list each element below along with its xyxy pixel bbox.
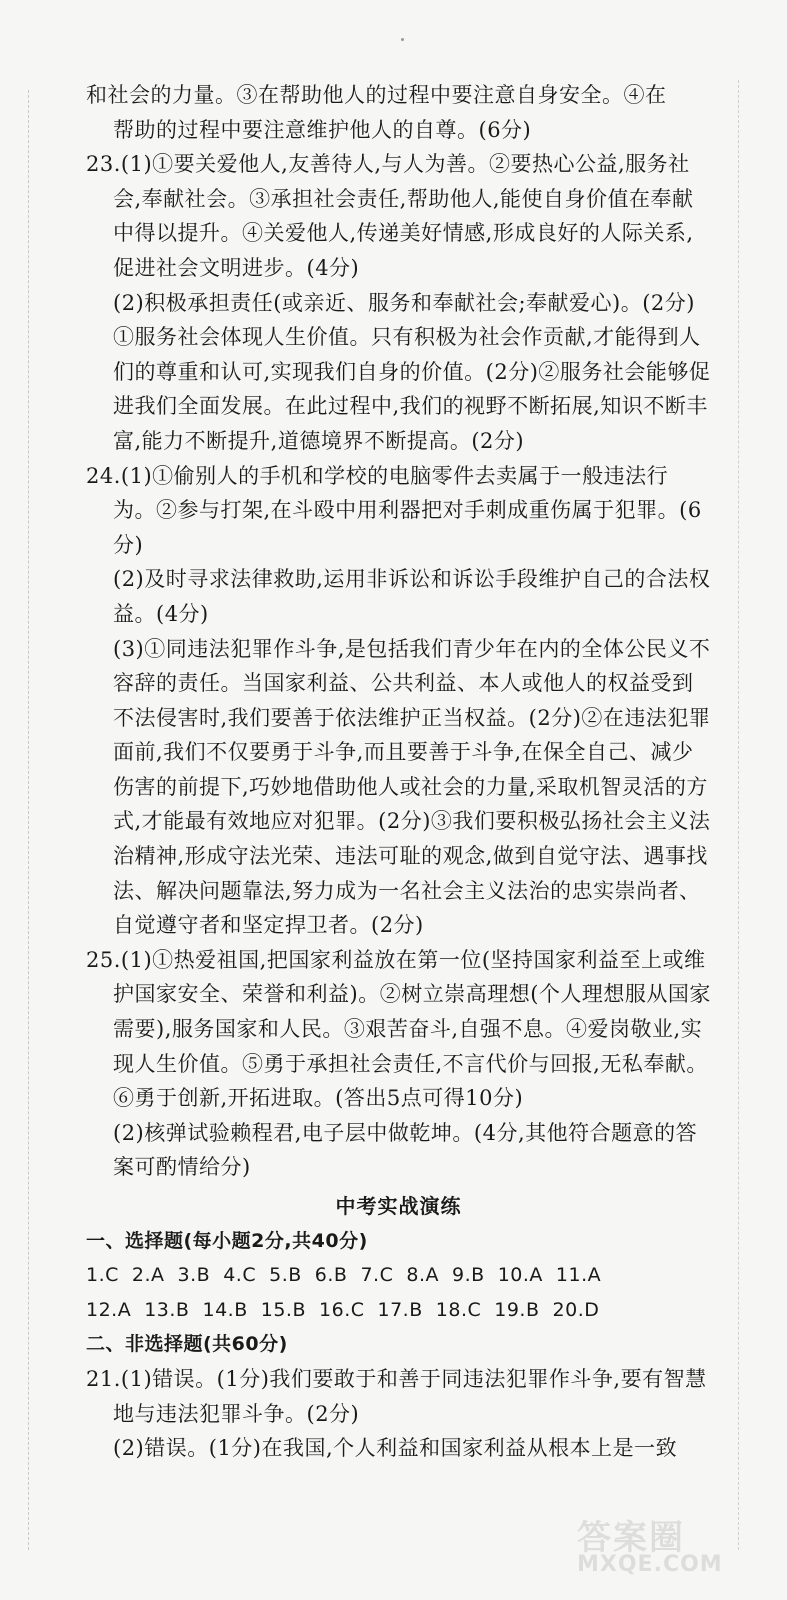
choice-answer: 16.C [319,1298,365,1321]
text-line: 帮助的过程中要注意维护他人的自尊。(6分) [113,117,532,142]
choice-answer: 18.C [435,1298,482,1321]
choice-answer: 20.D [552,1298,600,1321]
choice-answers-row2 [86,1293,711,1328]
watermark-logo [577,1510,727,1580]
page-edge-left [28,90,30,1550]
section-title: 中考实战演练 [335,1194,462,1218]
answer-24-part3: (3)①同违法犯罪作斗争,是包括我们青少年在内的全体公民义不容辞的责任。当国家利益、公共利益、本人或他人的权益受到不法侵害时,我们要善于依法维护正当权益。(2分)②在违法犯罪面前,我们不仅要勇于斗争,而且要善于斗争,在保全自己、减少伤害的前提下,巧妙地借助他人或社会的力量,采取机智灵活的方式,才能最有效地应对犯罪。(2分)③我们要积极弘扬社会主义法治精神,形成守法光荣、违法可耻的观念,做到自觉守法、遇事找法、解决问题靠法,努力成为一名社会主义法治的忠实崇尚者、自觉遵守者和坚定捍卫者。(2分) [113,636,711,938]
choice-answer: 7.C [360,1264,394,1287]
answer-24-part2: (2)及时寻求法律救助,运用非诉讼和诉讼手段维护自己的合法权益。(4分) [113,567,711,626]
choice-answer: 15.B [260,1298,307,1321]
choice-answers-row1 [86,1258,711,1293]
answer-23-part2: (2)积极承担责任(或亲近、服务和奉献社会;奉献爱心)。(2分) [113,290,695,315]
choice-answer: 1.C [86,1264,119,1287]
watermark-title: 答案圈 [577,1518,685,1558]
choice-answer: 4.C [223,1264,257,1287]
choice-answer: 10.A [497,1264,543,1287]
answer-21-part1: 21.(1)错误。(1分)我们要敢于和善于同违法犯罪作斗争,要有智慧地与违法犯罪斗争。(2分) [86,1366,707,1426]
choice-answer: 17.B [377,1298,423,1321]
choice-answer: 2.A [131,1264,165,1287]
choice-answer: 19.B [494,1298,540,1321]
answer-21-part2: (2)错误。(1分)在我国,个人利益和国家利益从根本上是一致 [113,1436,678,1461]
choice-answer: 5.B [269,1264,302,1287]
choice-answer: 14.B [202,1298,248,1321]
choice-answer: 12.A [86,1298,132,1321]
choice-answer: 3.B [177,1264,211,1287]
part2-heading: 二、非选择题(共60分) [86,1333,288,1356]
page-edge-right [738,80,740,1550]
choice-answer: 11.A [555,1264,602,1287]
scan-speck [401,38,404,41]
choice-answer: 8.A [406,1264,440,1287]
answer-25-part2: (2)核弹试验赖程君,电子层中做乾坤。(4分,其他符合题意的答案可酌情给分) [113,1120,698,1180]
part1-heading: 一、选择题(每小题2分,共40分) [86,1229,368,1252]
choice-answer: 6.B [314,1264,348,1287]
text-line: 和社会的力量。③在帮助他人的过程中要注意自身安全。④在 [86,83,667,107]
answer-25-part1: 25.(1)①热爱祖国,把国家利益放在第一位(坚持国家利益至上或维护国家安全、荣誉和利益)。②树立崇高理想(个人理想服从国家需要),服务国家和人民。③艰苦奋斗,自强不息。④爱岗敬业,实现人生价值。⑤勇于承担社会责任,不言代价与回报,无私奉献。⑥勇于创新,开拓进取。(答出5点可得10分) [86,947,711,1111]
answer-23-part2-detail: ①服务社会体现人生价值。只有积极为社会作贡献,才能得到人们的尊重和认可,实现我们自身的价值。(2分)②服务社会能够促进我们全面发展。在此过程中,我们的视野不断拓展,知识不断丰富,能力不断提升,道德境界不断提高。(2分) [113,325,711,453]
choice-answer: 13.B [144,1298,190,1321]
answer-24-part1: 24.(1)①偷别人的手机和学校的电脑零件去卖属于一般违法行为。②参与打架,在斗殴中用利器把对手刺成重伤属于犯罪。(6分) [86,463,702,557]
choice-answer: 9.B [452,1264,485,1287]
watermark-url: MXQE.COM [577,1552,723,1577]
answer-text-body [86,78,711,1466]
answer-23-part1: 23.(1)①要关爱他人,友善待人,与人为善。②要热心公益,服务社会,奉献社会。③承担社会责任,帮助他人,能使自身价值在奉献中得以提升。④关爱他人,传递美好情感,形成良好的人际关系,促进社会文明进步。(4分) [86,152,694,280]
